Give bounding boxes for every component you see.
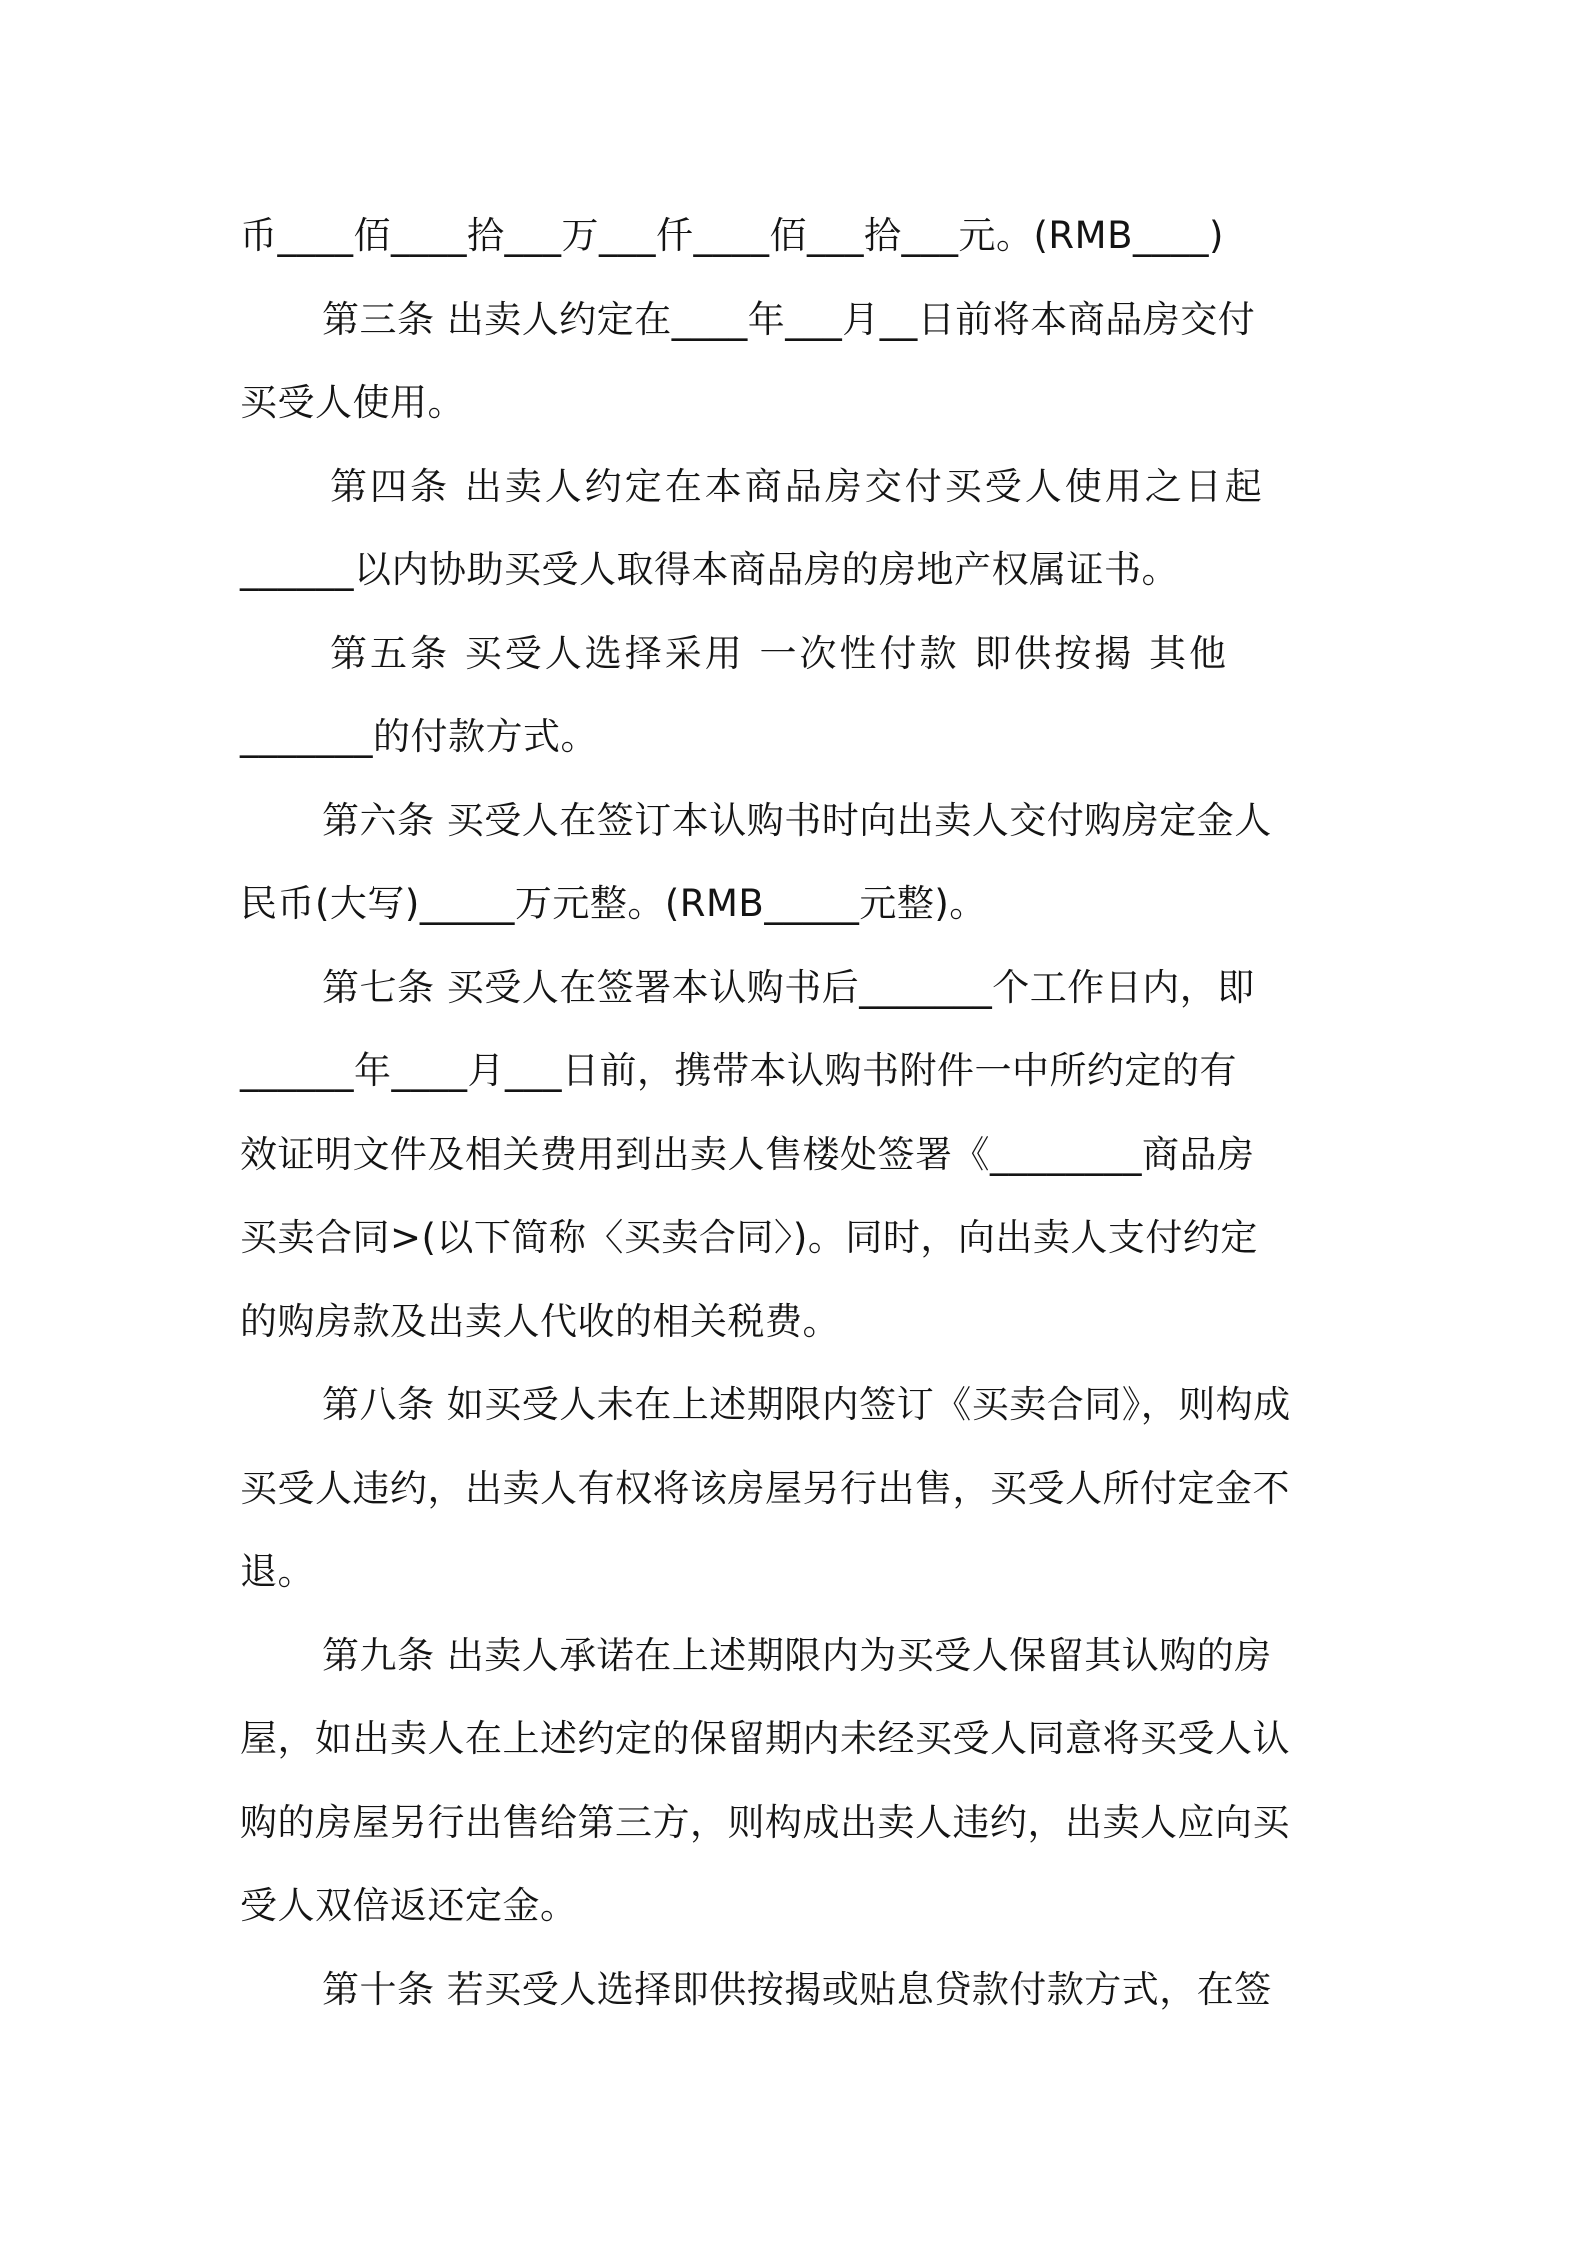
text-line: 买卖合同>(以下简称〈买卖合同〉)。同时，向出卖人支付约定: [240, 1216, 1258, 1259]
text-line: 的购房款及出卖人代收的相关税费。: [240, 1299, 840, 1343]
text-line: ______年____月___日前，携带本认购书附件一中所约定的有: [240, 1049, 1237, 1092]
text-line: 第七条 买受人在签署本认购书后_______个工作日内，即: [322, 965, 1255, 1009]
text-line: 第九条 出卖人承诺在上述期限内为买受人保留其认购的房: [322, 1633, 1272, 1677]
text-line: 第八条 如买受人未在上述期限内签订《买卖合同》，则构成: [322, 1383, 1291, 1426]
text-line: 第五条 买受人选择采用 一次性付款 即供按揭 其他: [330, 631, 1230, 675]
text-line: 受人双倍返还定金。: [240, 1884, 578, 1927]
text-line: 购的房屋另行出售给第三方，则构成出卖人违约，出卖人应向买: [240, 1800, 1290, 1844]
text-line: 屋，如出卖人在上述约定的保留期内未经买受人同意将买受人认: [240, 1717, 1290, 1760]
text-line: 第六条 买受人在签订本认购书时向出卖人交付购房定金人: [322, 798, 1272, 842]
text-line: 买受人使用。: [240, 381, 465, 424]
text-line: 效证明文件及相关费用到出卖人售楼处签署《________商品房: [240, 1132, 1255, 1176]
contract-body: [240, 194, 1352, 2031]
text-line: 币____佰____拾___万___仟____佰___拾___元。(RMB____): [240, 214, 1224, 257]
text-line: 买受人违约，出卖人有权将该房屋另行出售，买受人所付定金不: [240, 1466, 1290, 1510]
text-line: 第十条 若买受人选择即供按揭或贴息贷款付款方式，在签: [322, 1967, 1272, 2011]
text-line: 民币(大写)_____万元整。(RMB_____元整)。: [240, 882, 987, 925]
text-line: 退。: [240, 1550, 315, 1593]
text-line: _______的付款方式。: [240, 715, 598, 758]
text-line: ______以内协助买受人取得本商品房的房地产权属证书。: [240, 548, 1179, 591]
text-line: 第四条 出卖人约定在本商品房交付买受人使用之日起: [330, 464, 1265, 508]
text-line: 第三条 出卖人约定在____年___月__日前将本商品房交付: [322, 297, 1256, 341]
